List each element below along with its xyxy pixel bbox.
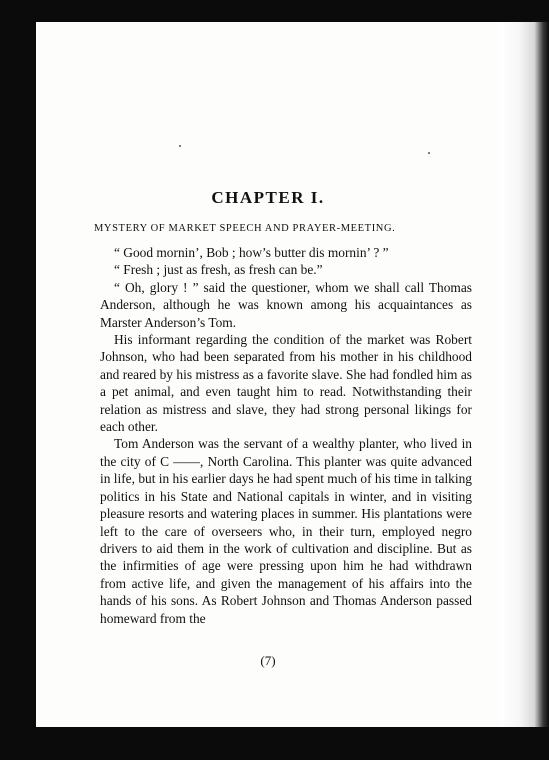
- book-page: [36, 22, 500, 727]
- paragraph-dialogue-3: “ Oh, glory ! ” said the questioner, whom we shall call Thomas Anderson, although he was known among his acquaintances as Marster Anderson’s Tom.: [100, 279, 472, 330]
- paragraph-dialogue-2: “ Fresh ; just as fresh, as fresh can be.”: [114, 262, 323, 278]
- paragraph-tom-anderson: Tom Anderson was the servant of a wealthy planter, who lived in the city of C ——, North Carolina. This planter was quite advanced in life, but in his earlier days he had spent much of his time in talking politics in his State and National capitals in winter, and in visiting pleasure resorts and watering places in summer. His plantations were left to the care of overseers who, in their turn, employed negro drivers to aid them in the work of cultivation and discipline. But as the infirmities of age were pressing upon him he had withdrawn from active life, and given the management of his affairs into the hands of his sons. As Robert Johnson and Thomas Anderson passed homeward from the: [100, 436, 472, 626]
- page-number: (7): [260, 653, 276, 668]
- paper-speck: [179, 145, 181, 147]
- scan-border-left: [0, 0, 36, 760]
- paragraph-informant: His informant regarding the condition of the market was Robert Johnson, who had been separated from his mother in his childhood and reared by his mistress as a favorite slave. She had fondled him as a pet animal, and even taught him to read. Notwithstanding their relation as mistress and slave, they had strong personal likings for each other.: [100, 332, 472, 435]
- scan-border-top: [0, 0, 549, 22]
- body-text: [100, 244, 472, 627]
- paragraph-dialogue-1: “ Good mornin’, Bob ; how’s butter dis mornin’ ? ”: [114, 245, 389, 260]
- scan-border-bottom: [0, 727, 549, 760]
- chapter-title: CHAPTER I.: [211, 188, 325, 207]
- page-edge-shadow: [500, 22, 549, 727]
- section-heading: MYSTERY OF MARKET SPEECH AND PRAYER-MEETING.: [94, 223, 396, 234]
- paper-speck: [428, 152, 430, 154]
